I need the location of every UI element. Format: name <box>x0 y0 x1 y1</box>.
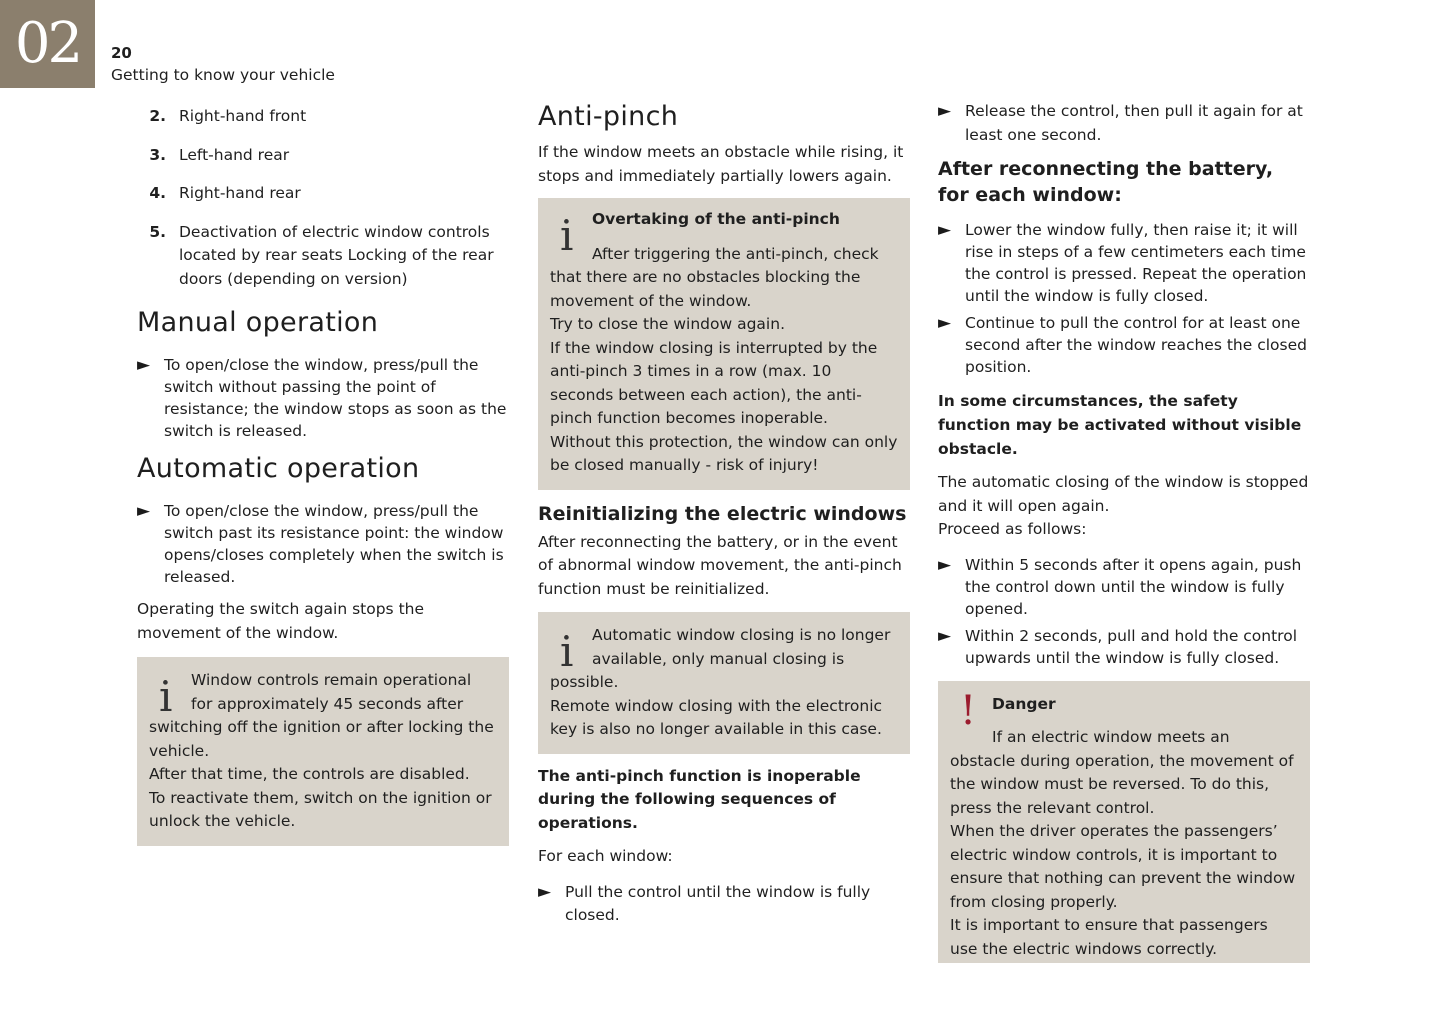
column-1 <box>137 100 509 846</box>
anti-pinch-heading: Anti-pinch <box>538 101 679 132</box>
manual-operation-heading: Manual operation <box>137 307 379 338</box>
anti-pinch-description: If the window meets an obstacle while rising, it stops and immediately partially lowers again. <box>538 143 904 185</box>
list-item: 5. Deactivation of electric window controls located by rear seats Locking of the rear doors (depending on version) <box>149 222 494 288</box>
continue-pull-step: ► Continue to pull the control for at least one second after the window reaches the closed position. <box>938 313 1307 376</box>
arrow-icon: ► <box>938 101 952 121</box>
info-box-overtaking: i Overtaking of the anti-pinch After triggering the anti-pinch, check that there are no obstacles blocking the movement of the window. Try to close the window again. If the window closing is interrupted by the anti-pinch 3 times in a row (max. 10 seconds between each action), the anti-pinch function becomes inoperable. Without this protection, the window can only be closed manually - risk of injury! <box>538 198 910 490</box>
arrow-icon: ► <box>137 501 151 521</box>
inoperable-note: The anti-pinch function is inoperable during the following sequences of operations. <box>538 766 861 832</box>
column-3 <box>938 100 1310 963</box>
danger-title: Danger <box>992 694 1056 713</box>
page-number: 20 <box>111 44 132 62</box>
lower-window-step: ► Lower the window fully, then raise it; it will rise in steps of a few centimeters each time the control is pressed. Repeat the operation until the window is fully closed. <box>938 220 1307 305</box>
arrow-icon: ► <box>137 355 151 375</box>
info-box-window-controls: i Window controls remain operational for approximately 45 seconds after switching off the ignition or after locking the vehicle. After that time, the controls are disabled. To reactivate them, switch on the ignition or unlock the vehicle. <box>137 657 509 846</box>
release-control-step: ► Release the control, then pull it again for at least one second. <box>938 101 1303 144</box>
automatic-closing-description: The automatic closing of the window is stopped and it will open again. Proceed as follows: <box>938 473 1309 538</box>
warning-icon: ! <box>960 687 977 734</box>
pull-control-step: ► Pull the control until the window is fully closed. <box>538 881 871 924</box>
list-item: 2. Right-hand front <box>149 107 307 125</box>
column-2 <box>538 100 910 928</box>
info-icon: i <box>159 672 173 721</box>
after-reconnecting-heading: After reconnecting the battery, for each window: <box>938 158 1274 206</box>
arrow-icon: ► <box>538 881 552 902</box>
info-box-title: Overtaking of the anti-pinch <box>592 210 840 228</box>
within-5-seconds-step: ► Within 5 seconds after it opens again, push the control down until the window is fully opened. <box>938 554 1302 618</box>
automatic-operation-step: ► To open/close the window, press/pull the switch past its resistance point: the window opens/closes completely when the switch is released. <box>137 501 504 586</box>
info-icon: i <box>560 627 574 676</box>
arrow-icon: ► <box>938 313 952 333</box>
reinitializing-description: After reconnecting the battery, or in the event of abnormal window movement, the anti-pinch function must be reinitialized. <box>538 532 902 598</box>
section-title: Getting to know your vehicle <box>111 66 335 84</box>
for-each-window-label: For each window: <box>538 847 673 865</box>
manual-operation-step: ► To open/close the window, press/pull the switch without passing the point of resistance; the window stops as soon as the switch is released. <box>137 355 507 440</box>
arrow-icon: ► <box>938 220 952 240</box>
info-box-auto-closing: i Automatic window closing is no longer available, only manual closing is possible. Remote window closing with the electronic key is also no longer available in this case. <box>538 612 910 754</box>
danger-box: ! Danger If an electric window meets an obstacle during operation, the movement of the window must be reversed. To do this, press the relevant control. When the driver operates the passengers’ electric window controls, it is important to ensure that nothing can prevent the window from closing properly. It is important to ensure that passengers use the electric windows correctly. <box>938 681 1310 964</box>
arrow-icon: ► <box>938 554 952 575</box>
list-item: 3. Left-hand rear <box>149 145 290 164</box>
automatic-operation-heading: Automatic operation <box>137 453 420 484</box>
info-icon: i <box>560 211 574 260</box>
list-item: 4. Right-hand rear <box>149 184 301 202</box>
within-2-seconds-step: ► Within 2 seconds, pull and hold the control upwards until the window is fully closed. <box>938 625 1298 667</box>
reinitializing-heading: Reinitializing the electric windows <box>538 502 907 525</box>
chapter-number-tab: 02 <box>0 0 95 88</box>
safety-function-note: In some circumstances, the safety function may be activated without visible obstacle. <box>938 392 1302 458</box>
automatic-operation-note: Operating the switch again stops the movement of the window. <box>137 600 424 642</box>
arrow-icon: ► <box>938 625 952 646</box>
control-list <box>137 105 509 291</box>
